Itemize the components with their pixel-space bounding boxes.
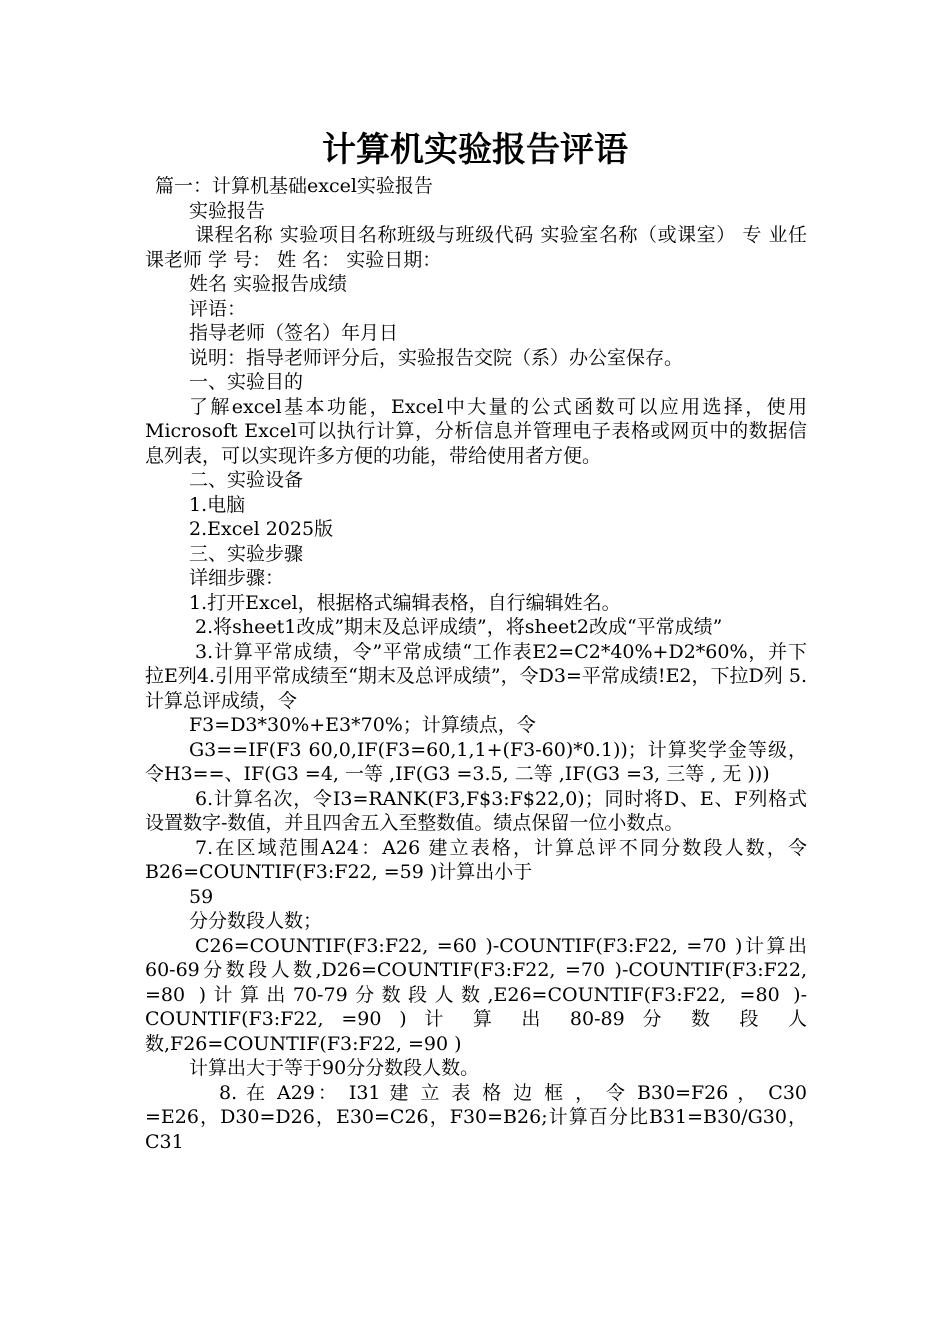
paragraph-p6: 指导老师（签名）年月日 [189,322,399,344]
paragraph-p26: 8. 在 A29： I31 建 立 表 格 边 框 ， 令 B30=F26 ， C30 =E26，D30=D26，E30=C26，F30=B26;计算百分比B31=B30/G30，C31 [145,1081,807,1153]
paragraph-p13: 三、实验步骤 [189,542,304,565]
paragraph-p12: 2.Excel 2025版 [189,518,334,540]
paragraph-p21: 7.在区域范围A24：A26 建立表格，计算总评不同分数段人数，令B26=COUNTIF(F3:F22, =59 )计算出小于 [145,836,807,883]
paragraph-p10: 二、实验设备 [189,469,304,491]
paragraph-p20: 6.计算名次，令I3=RANK(F3,F$3:F$22,0)；同时将D、E、F列格式设置数字-数值，并且四舍五入至整数值。绩点保留一位小数点。 [145,787,807,834]
paragraph-p5: 评语： [189,297,247,320]
paragraph-p8: 一、实验目的 [189,371,304,393]
paragraph-p25: 计算出大于等于90分分数段人数。 [189,1057,480,1079]
paragraph-p18: F3=D3*30%+E3*70%；计算绩点，令 [189,714,536,736]
paragraph-p16: 2.将sheet1改成”期末及总评成绩”，将sheet2改成“平常成绩” [195,616,723,638]
paragraph-p23: 分分数段人数； [189,910,323,932]
paragraph-p9: 了解excel基本功能，Excel中大量的公式函数可以应用选择，使用Microsoft Excel可以执行计算，分析信息并管理电子表格或网页中的数据信息列表，可以实现许多方便的功能，带给使用者方便。 [145,395,807,467]
paragraph-p14: 详细步骤： [189,567,285,589]
paragraph-p11: 1.电脑 [189,493,246,516]
document-title: 计算机实验报告评语 [322,130,628,170]
paragraph-p4: 姓名 实验报告成绩 [189,273,348,295]
paragraph-p15: 1.打开Excel，根据格式编辑表格，自行编辑姓名。 [189,591,621,614]
document-body [145,174,807,1154]
paragraph-p1: 篇一：计算机基础excel实验报告 [155,175,433,197]
paragraph-p3: 课程名称 实验项目名称班级与班级代码 实验室名称（或课室） 专 业任课老师 学 号： 姓 名： 实验日期： [145,224,807,271]
paragraph-p19: G3==IF(F3 60,0,IF(F3=60,1,1+(F3-60)*0.1))；计算奖学金等级，令H3==、IF(G3 =4, 一等 ,IF(G3 =3.5, 二等 ,IF(G3 =3, 三等 , 无 ))) [145,738,807,785]
paragraph-p24: C26=COUNTIF(F3:F22, =60 )-COUNTIF(F3:F22, =70 )计算出60-69分数段人数,D26=COUNTIF(F3:F22, =70 )-COUNTIF(F3:F22, =80 )计算出70-79分数段人数,E26=COUNTIF(F3:F22, =80 )-COUNTIF(F3:F22, =90 ) 计 算 出 80-89 分 数 段 人 数,F26=COUNTIF(F3:F22, =90 ) [145,934,807,1055]
paragraph-p2: 实验报告 [189,199,266,222]
paragraph-p7: 说明：指导老师评分后，实验报告交院（系）办公室保存。 [189,346,684,369]
paragraph-p22: 59 [189,885,214,908]
paragraph-p17: 3.计算平常成绩，令”平常成绩“工作表E2=C2*40%+D2*60%，并下拉E列4.引用平常成绩至“期末及总评成绩”，令D3=平常成绩!E2，下拉D列 5.计算总评成绩，令 [145,640,807,712]
